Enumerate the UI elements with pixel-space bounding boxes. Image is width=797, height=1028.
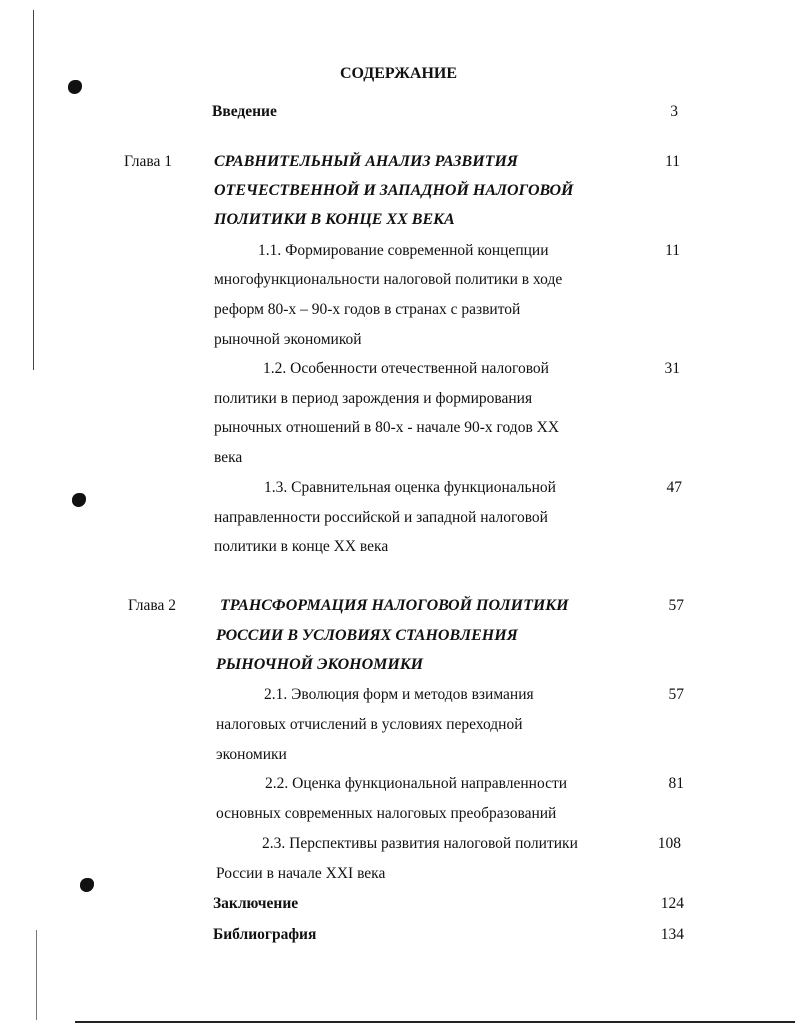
section-line: направленности российской и западной налоговой <box>214 509 548 526</box>
scan-bottom-line <box>75 1021 795 1023</box>
section-page: 81 <box>668 775 684 792</box>
chapter-title-line: РЫНОЧНОЙ ЭКОНОМИКИ <box>216 656 424 673</box>
section-page: 108 <box>657 835 681 852</box>
section-line: века <box>214 449 243 466</box>
section-line: рыночных отношений в 80-х - начале 90-х годов ХХ <box>214 419 560 436</box>
section-page: 11 <box>665 242 680 259</box>
toc-bibliography-label: Библиография <box>213 926 317 943</box>
section-line: реформ 80-х – 90-х годов в странах с развитой <box>214 301 521 318</box>
section-line: 1.3. Сравнительная оценка функциональной <box>264 479 556 496</box>
chapter-title-line: ОТЕЧЕСТВЕННОЙ И ЗАПАДНОЙ НАЛОГОВОЙ <box>214 182 574 199</box>
section-line: 2.3. Перспективы развития налоговой политики <box>262 835 578 852</box>
page-title: СОДЕРЖАНИЕ <box>339 65 458 82</box>
section-line: политики в конце ХХ века <box>214 538 389 555</box>
toc-intro-page: 3 <box>670 103 678 120</box>
chapter-title-line: СРАВНИТЕЛЬНЫЙ АНАЛИЗ РАЗВИТИЯ <box>214 153 518 170</box>
section-line: рыночной экономикой <box>214 331 362 348</box>
section-line: политики в период зарождения и формирования <box>214 390 533 407</box>
toc-conclusion-page: 124 <box>660 895 684 912</box>
hole-punch-mark <box>72 493 86 507</box>
section-line: 2.1. Эволюция форм и методов взимания <box>264 686 534 703</box>
scan-edge-line <box>36 930 37 1020</box>
chapter-label: Глава 1 <box>124 153 173 170</box>
toc-intro-label: Введение <box>212 103 277 120</box>
toc-conclusion-label: Заключение <box>213 895 299 912</box>
section-line: 1.2. Особенности отечественной налоговой <box>263 360 549 377</box>
hole-punch-mark <box>80 878 94 892</box>
toc-bibliography-page: 134 <box>660 926 684 943</box>
section-page: 57 <box>668 686 684 703</box>
chapter-title-line: ТРАНСФОРМАЦИЯ НАЛОГОВОЙ ПОЛИТИКИ <box>220 597 569 614</box>
section-page: 47 <box>666 479 682 496</box>
section-line: России в начале XXI века <box>216 865 386 882</box>
chapter-title-line: РОССИИ В УСЛОВИЯХ СТАНОВЛЕНИЯ <box>216 627 518 644</box>
chapter-page: 57 <box>668 597 684 614</box>
chapter-label: Глава 2 <box>128 597 177 614</box>
section-line: основных современных налоговых преобразований <box>216 805 557 822</box>
section-line: 1.1. Формирование современной концепции <box>258 242 549 259</box>
chapter-page: 11 <box>665 153 680 170</box>
chapter-title-line: ПОЛИТИКИ В КОНЦЕ ХХ ВЕКА <box>214 211 455 228</box>
section-page: 31 <box>664 360 680 377</box>
section-line: налоговых отчислений в условиях переходной <box>216 716 523 733</box>
section-line: многофункциональности налоговой политики в ходе <box>214 271 563 288</box>
section-line: 2.2. Оценка функциональной направленности <box>265 775 568 792</box>
section-line: экономики <box>216 746 287 763</box>
